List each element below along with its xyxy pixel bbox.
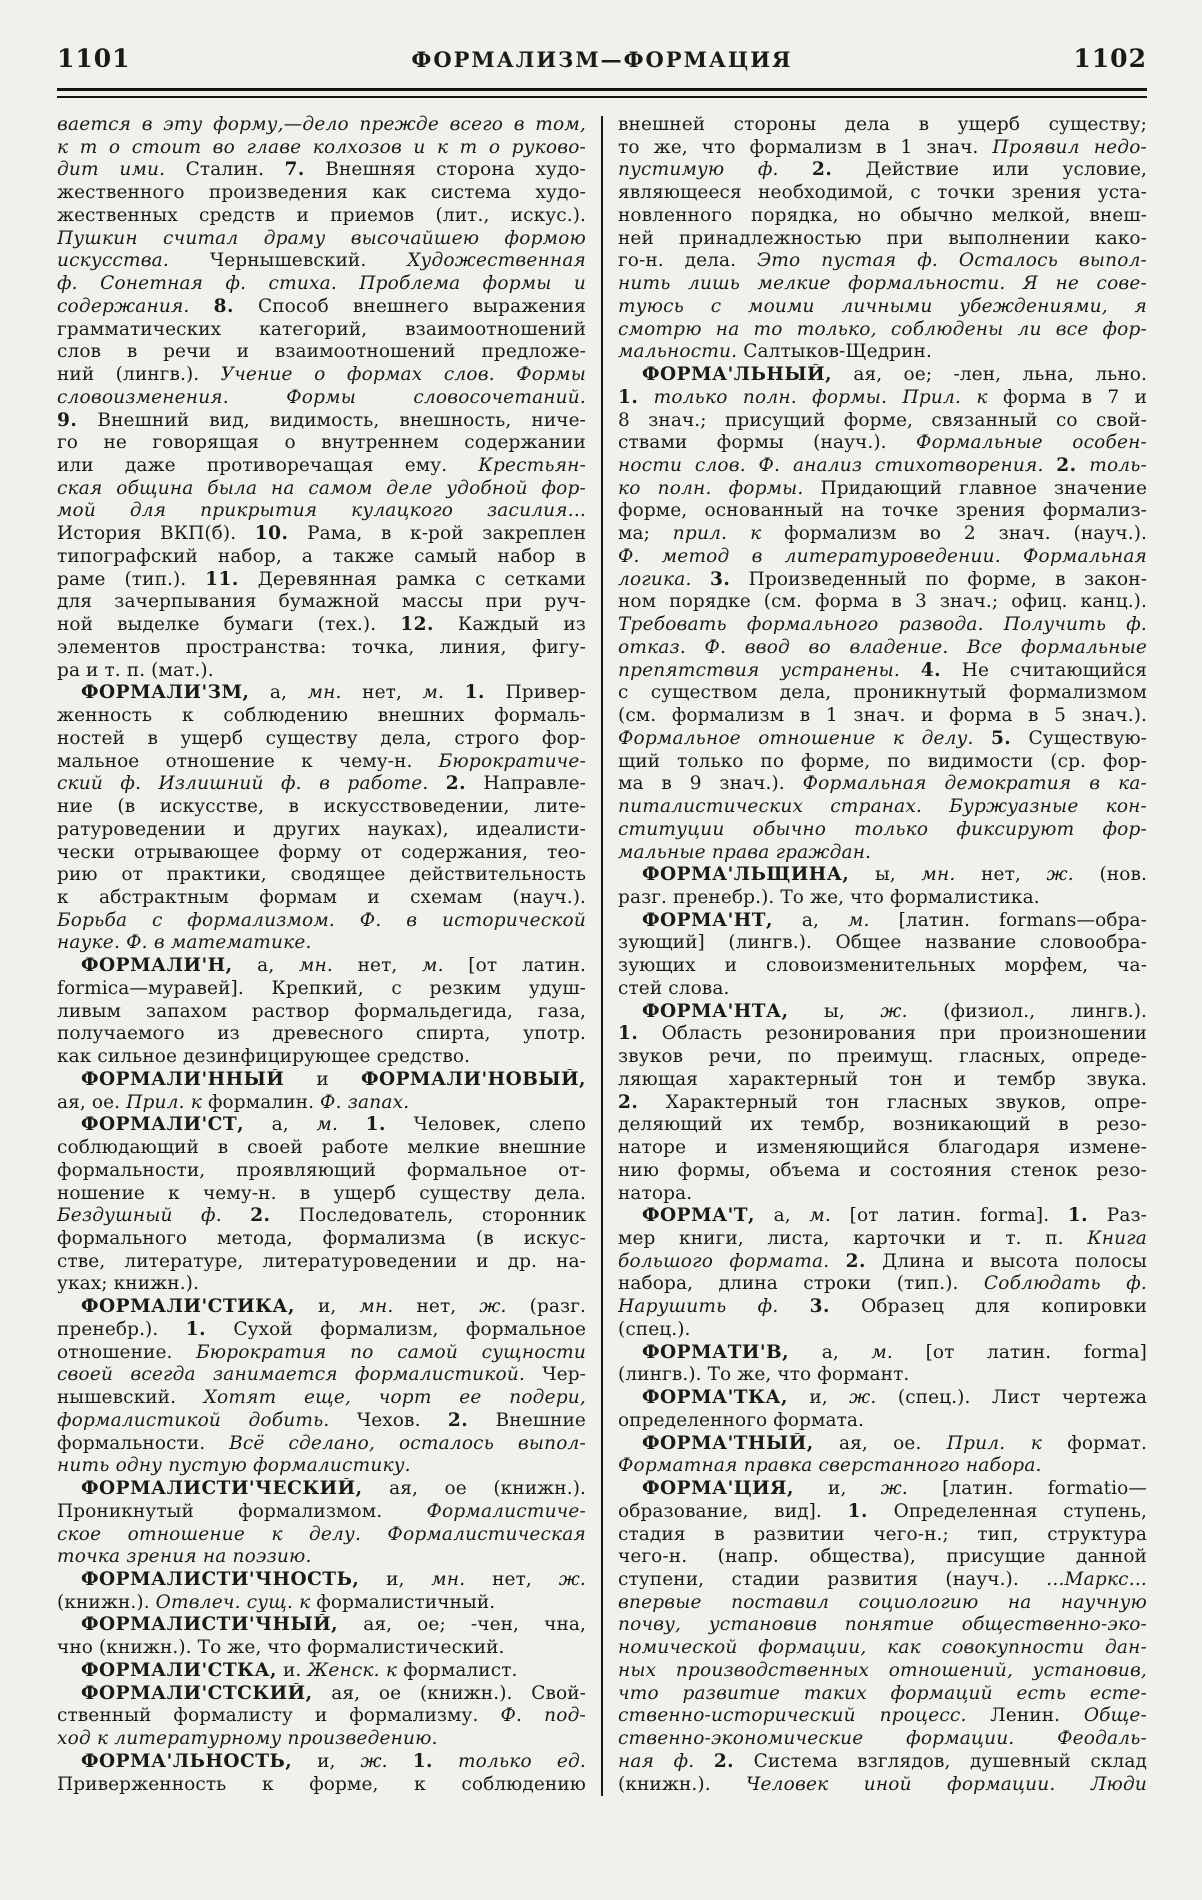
text-line: ское отношение к делу. Формалистическая	[57, 1523, 586, 1545]
column-right	[618, 114, 1147, 1796]
text-line: что развитие таких формаций есть есте-	[618, 1682, 1147, 1704]
text-line: пустимую ф. 2. Действие или условие,	[618, 159, 1147, 181]
text-line: препятствия устранены. 4. Не считающийся	[618, 659, 1147, 681]
text-line: типографский набор, а также самый набор в	[57, 545, 586, 567]
text-line: ственно-экономические формации. Феодаль-	[618, 1728, 1147, 1750]
page-number-left: 1101	[57, 44, 131, 73]
text-line: ФОРМАЛИ'ННЫЙ и ФОРМАЛИ'НОВЫЙ,	[81, 1068, 586, 1090]
text-line: ратуроведении и других науках), идеалисти-	[57, 818, 586, 840]
text-line: ности слов. Ф. анализ стихотворения. 2. толь-	[618, 455, 1147, 477]
page-title: ФОРМАЛИЗМ—ФОРМАЦИЯ	[411, 47, 793, 72]
text-line: Формальное отношение к делу. 5. Существую-	[618, 727, 1147, 749]
text-line: женность к соблюдению внешних формаль-	[57, 705, 586, 727]
text-line: ляющая характерный тон и тембр звука.	[618, 1068, 1147, 1090]
text-line: грамматических категорий, взаимоотношений	[57, 318, 586, 340]
text-line: формальности. Всё сделано, осталось выпол-	[57, 1432, 586, 1454]
text-line: ра и т. п. (мат.).	[57, 659, 214, 681]
text-line: ход к литературному произведению.	[57, 1728, 438, 1750]
text-line: как сильное дезинфицирующее средство.	[57, 1046, 471, 1068]
text-line: (книжн.). Отвлеч. сущ. к формалистичный.	[57, 1591, 496, 1613]
text-line: ая, ое. Прил. к формалин. Ф. запах.	[57, 1091, 410, 1113]
text-line: го не говорящая о внутреннем содержании	[57, 432, 586, 454]
text-line: 8 знач.; присущий форме, связанный со свой-	[618, 409, 1147, 431]
text-line: ственно-исторический процесс. Ленин. Обще-	[618, 1705, 1147, 1727]
text-line: стадия в развитии чего-н.; тип, структура	[618, 1523, 1147, 1545]
text-line: раме (тип.). 11. Деревянная рамка с сетками	[57, 568, 586, 590]
text-line: зующий] (лингв.). Общее название словообра-	[618, 932, 1147, 954]
text-line: образование, вид]. 1. Определенная ступень,	[618, 1500, 1147, 1522]
text-line: ФОРМАЛИСТИ'ЧНЫЙ, ая, ое; -чен, чна,	[81, 1614, 586, 1636]
text-line: Требовать формального развода. Получить ф.	[618, 614, 1147, 636]
text-line: ФОРМА'НТА, ы, ж. (физиол., лингв.).	[642, 1000, 1147, 1022]
text-line: то же, что формализм в 1 знач. Проявил недо-	[618, 136, 1147, 158]
text-line: ФОРМА'ЛЬНЫЙ, ая, ое; -лен, льна, льно.	[642, 364, 1147, 386]
text-line: ский ф. Излишний ф. в работе. 2. Направле-	[57, 773, 586, 795]
text-line: ма в 9 знач.). Формальная демократия в ка-	[618, 773, 1147, 795]
text-line: го-н. дела. Это пустая ф. Осталось выпол-	[618, 250, 1147, 272]
text-line: ФОРМА'ЛЬНОСТЬ, и, ж. 1. только ед.	[81, 1750, 586, 1772]
text-line: большого формата. 2. Длина и высота полосы	[618, 1250, 1147, 1272]
text-line: дит ими. Сталин. 7. Внешняя сторона худо-	[57, 159, 586, 181]
text-line: ступени, стадии развития (науч.). ...Маркс...	[618, 1569, 1147, 1590]
page-number-right: 1102	[1073, 44, 1147, 73]
text-line: стве, литературе, литературоведении и др. на-	[57, 1250, 586, 1272]
text-line: Форматная правка сверстанного набора.	[618, 1455, 1042, 1477]
text-line: ФОРМА'ТНЫЙ, ая, ое. Прил. к формат.	[642, 1432, 1147, 1454]
text-line: натора.	[618, 1182, 693, 1204]
text-line: чно (книжн.). То же, что формалистический.	[57, 1637, 505, 1659]
text-line: мальности. Салтыков-Щедрин.	[618, 341, 932, 363]
text-line: туюсь с моими личными убеждениями, я	[618, 295, 1147, 317]
text-line: жественных средств и приемов (лит., искус.).	[57, 204, 586, 226]
text-line: (спец.).	[618, 1318, 691, 1340]
text-line: словоизменения. Формы словосочетаний.	[57, 386, 586, 408]
text-line: уках; книжн.).	[57, 1273, 199, 1295]
text-line: ская община была на самом деле удобной фор-	[57, 477, 586, 499]
text-line: пренебр.). 1. Сухой формализм, формальное	[57, 1318, 586, 1340]
text-line: элементов пространства: точка, линия, фигу-	[57, 636, 586, 658]
page-header	[57, 44, 1147, 73]
text-line: искусства. Чернышевский. Художественная	[57, 250, 586, 272]
text-line: ФОРМАЛИСТИ'ЧНОСТЬ, и, мн. нет, ж.	[81, 1569, 586, 1590]
text-line: (книжн.). Человек иной формации. Люди	[618, 1773, 1147, 1795]
text-line: своей всегда занимается формалистикой. Чер-	[57, 1364, 586, 1386]
text-line: Проникнутый формализмом. Формалистиче-	[57, 1500, 586, 1522]
text-line: точка зрения на поэзию.	[57, 1546, 312, 1568]
text-line: ституции обычно только фиксируют фор-	[618, 818, 1147, 840]
text-line: логика. 3. Произведенный по форме, в закон-	[618, 568, 1147, 590]
text-line: Бездушный ф. 2. Последователь, сторонник	[57, 1205, 586, 1227]
text-line: Приверженность к форме, к соблюдению	[57, 1773, 586, 1795]
text-line: ФОРМА'ТКА, и, ж. (спец.). Лист чертежа	[642, 1387, 1147, 1409]
text-line: мальные права граждан.	[618, 841, 872, 863]
text-line: мер книги, листа, карточки и т. п. Книга	[618, 1227, 1147, 1249]
text-line: отказ. Ф. ввод во владение. Все формальные	[618, 636, 1147, 658]
text-line: вается в эту форму,—дело прежде всего в том,	[57, 114, 586, 135]
text-line: ной выделке бумаги (тех.). 12. Каждый из	[57, 614, 586, 636]
text-line: с существом дела, проникнутый формализмом	[618, 682, 1147, 704]
text-line: к т о стоит во главе колхозов и к т о руково-	[57, 136, 586, 158]
text-line: ФОРМАЛИ'СТИКА, и, мн. нет, ж. (разг.	[81, 1296, 586, 1318]
text-line: ФОРМАЛИ'Н, а, мн. нет, м. [от латин.	[81, 955, 586, 977]
double-rule	[57, 88, 1147, 98]
text-line: набора, длина строки (тип.). Соблюдать ф.	[618, 1273, 1147, 1295]
text-line: ном порядке (см. форма в 3 знач.; офиц. канц.).	[618, 591, 1147, 613]
text-line: Борьба с формализмом. Ф. в исторической	[57, 909, 586, 931]
text-line: формалистикой добить. Чехов. 2. Внешние	[57, 1409, 586, 1431]
text-line: являющееся необходимой, с точки зрения уста-	[618, 182, 1147, 204]
text-line: (лингв.). То же, что формант.	[618, 1364, 910, 1386]
text-line: ственный формалисту и формализму. Ф. под-	[57, 1705, 586, 1727]
text-line: ФОРМАЛИСТИ'ЧЕСКИЙ, ая, ое (книжн.).	[81, 1478, 586, 1500]
column-left	[57, 114, 586, 1796]
text-line: История ВКП(б). 10. Рама, в к-рой закреплен	[57, 523, 586, 545]
text-line: рию от практики, сводящее действительность	[57, 864, 586, 886]
text-line: формального метода, формализма (в искус-	[57, 1227, 586, 1249]
text-line: чески отрывающее форму от содержания, тео-	[57, 841, 586, 863]
text-line: номической формации, как совокупности дан-	[618, 1637, 1147, 1659]
text-line: слов в речи и взаимоотношений предложе-	[57, 341, 586, 363]
text-line: ний (лингв.). Учение о формах слов. Формы	[57, 364, 586, 386]
text-line: ных производственных отношений, установив,	[618, 1659, 1147, 1681]
text-line: ФОРМАТИ'В, а, м. [от латин. forma]	[642, 1341, 1147, 1363]
text-line: формальности, проявляющий формальное от-	[57, 1159, 586, 1181]
text-line: содержания. 8. Способ внешнего выражения	[57, 295, 586, 317]
text-line: нить одну пустую формалистику.	[57, 1455, 411, 1477]
text-line: (см. формализм в 1 знач. и форма в 5 знач.).	[618, 705, 1147, 727]
text-line: 1. Область резонирования при произношении	[618, 1023, 1147, 1045]
text-line: почву, установив понятие общественно-эко-	[618, 1614, 1147, 1636]
text-line: ФОРМА'НТ, а, м. [латин. formans—обра-	[642, 909, 1147, 931]
text-line: нышевский. Хотят еще, чорт ее подери,	[57, 1387, 586, 1409]
text-line: ствами формы (науч.). Формальные особен-	[618, 432, 1147, 454]
text-line: получаемого из древесного спирта, употр.	[57, 1023, 586, 1045]
text-line: ная ф. 2. Система взглядов, душевный склад	[618, 1750, 1147, 1772]
text-line: ние (в искусстве, в искусствоведении, лите-	[57, 796, 586, 818]
text-line: ФОРМАЛИ'СТСКИЙ, ая, ое (книжн.). Свой-	[81, 1682, 586, 1704]
text-line: нить лишь мелкие формальности. Я не сове-	[618, 273, 1147, 295]
text-line: разг. пренебр.). То же, что формалистика.	[618, 886, 1040, 908]
text-line: впервые поставил социологию на научную	[618, 1591, 1147, 1613]
text-line: ней принадлежностью при выполнении како-	[618, 227, 1147, 249]
text-line: ностей в ущерб существу дела, строго фор-	[57, 727, 586, 749]
text-line: науке. Ф. в математике.	[57, 932, 312, 954]
text-line: мой для прикрытия кулацкого засилия...	[57, 500, 586, 522]
text-line: зующих и словоизменительных морфем, ча-	[618, 955, 1147, 977]
text-line: 9. Внешний вид, видимость, внешность, ниче-	[57, 409, 586, 431]
text-line: нию формы, объема и состояния стенок резо-	[618, 1159, 1147, 1181]
text-line: наторе и изменяющийся благодаря измене-	[618, 1137, 1147, 1159]
text-line: питалистических странах. Буржуазные кон-	[618, 796, 1147, 818]
text-line: чего-н. (напр. общества), присущие данной	[618, 1546, 1147, 1568]
text-line: ф. Сонетная ф. стиха. Проблема формы и	[57, 273, 586, 295]
text-line: звуков речи, по преимущ. гласных, опреде-	[618, 1046, 1147, 1068]
text-line: formica—муравей]. Крепкий, с резким удуш-	[57, 977, 586, 999]
text-line: внешней стороны дела в ущерб существу;	[618, 114, 1147, 135]
text-line: ФОРМА'ЛЬЩИНА, ы, мн. нет, ж. (нов.	[642, 864, 1147, 886]
text-line: ливым запахом раствор формальдегида, газа,	[57, 1000, 586, 1022]
text-line: деляющий их тембр, возникающий в резо-	[618, 1114, 1147, 1136]
text-line: новленного порядка, но обычно мелкой, внеш-	[618, 204, 1147, 226]
text-line: ФОРМА'ЦИЯ, и, ж. [латин. formatio—	[642, 1478, 1147, 1500]
text-line: к абстрактным формам и схемам (науч.).	[57, 886, 586, 908]
text-line: ФОРМАЛИ'ЗМ, а, мн. нет, м. 1. Привер-	[81, 682, 586, 704]
text-line: отношение. Бюрократия по самой сущности	[57, 1341, 586, 1363]
text-line: определенного формата.	[618, 1409, 865, 1431]
text-line: стей слова.	[618, 977, 730, 999]
text-line: Пушкин считал драму высочайшею формою	[57, 227, 586, 249]
text-line: форме, основанный на точке зрения формализ-	[618, 500, 1147, 522]
text-line: ФОРМАЛИ'СТКА, и. Женск. к формалист.	[81, 1659, 518, 1681]
text-line: Нарушить ф. 3. Образец для копировки	[618, 1296, 1147, 1318]
text-line: мальное отношение к чему-н. Бюрократиче-	[57, 750, 586, 772]
text-line: жественного произведения как система худо-	[57, 182, 586, 204]
text-line: или даже противоречащая ему. Крестьян-	[57, 455, 586, 477]
text-line: ма; прил. к формализм во 2 знач. (науч.).	[618, 523, 1147, 545]
text-line: для зачерпывания бумажной массы при руч-	[57, 591, 586, 613]
text-line: соблюдающий в своей работе мелкие внешние	[57, 1137, 586, 1159]
text-line: 2. Характерный тон гласных звуков, опре-	[618, 1091, 1147, 1113]
text-line: ношение к чему-н. в ущерб существу дела.	[57, 1182, 586, 1204]
text-line: 1. только полн. формы. Прил. к форма в 7 и	[618, 386, 1147, 408]
text-line: смотрю на то только, соблюдены ли все фор-	[618, 318, 1147, 340]
text-line: ко полн. формы. Придающий главное значение	[618, 477, 1147, 499]
column-divider	[601, 116, 603, 1796]
text-line: Ф. метод в литературоведении. Формальная	[618, 545, 1147, 567]
text-line: ФОРМА'Т, а, м. [от латин. forma]. 1. Раз-	[642, 1205, 1147, 1227]
text-line: щий только по форме, по видимости (ср. фор-	[618, 750, 1147, 772]
text-line: ФОРМАЛИ'СТ, а, м. 1. Человек, слепо	[81, 1114, 586, 1136]
